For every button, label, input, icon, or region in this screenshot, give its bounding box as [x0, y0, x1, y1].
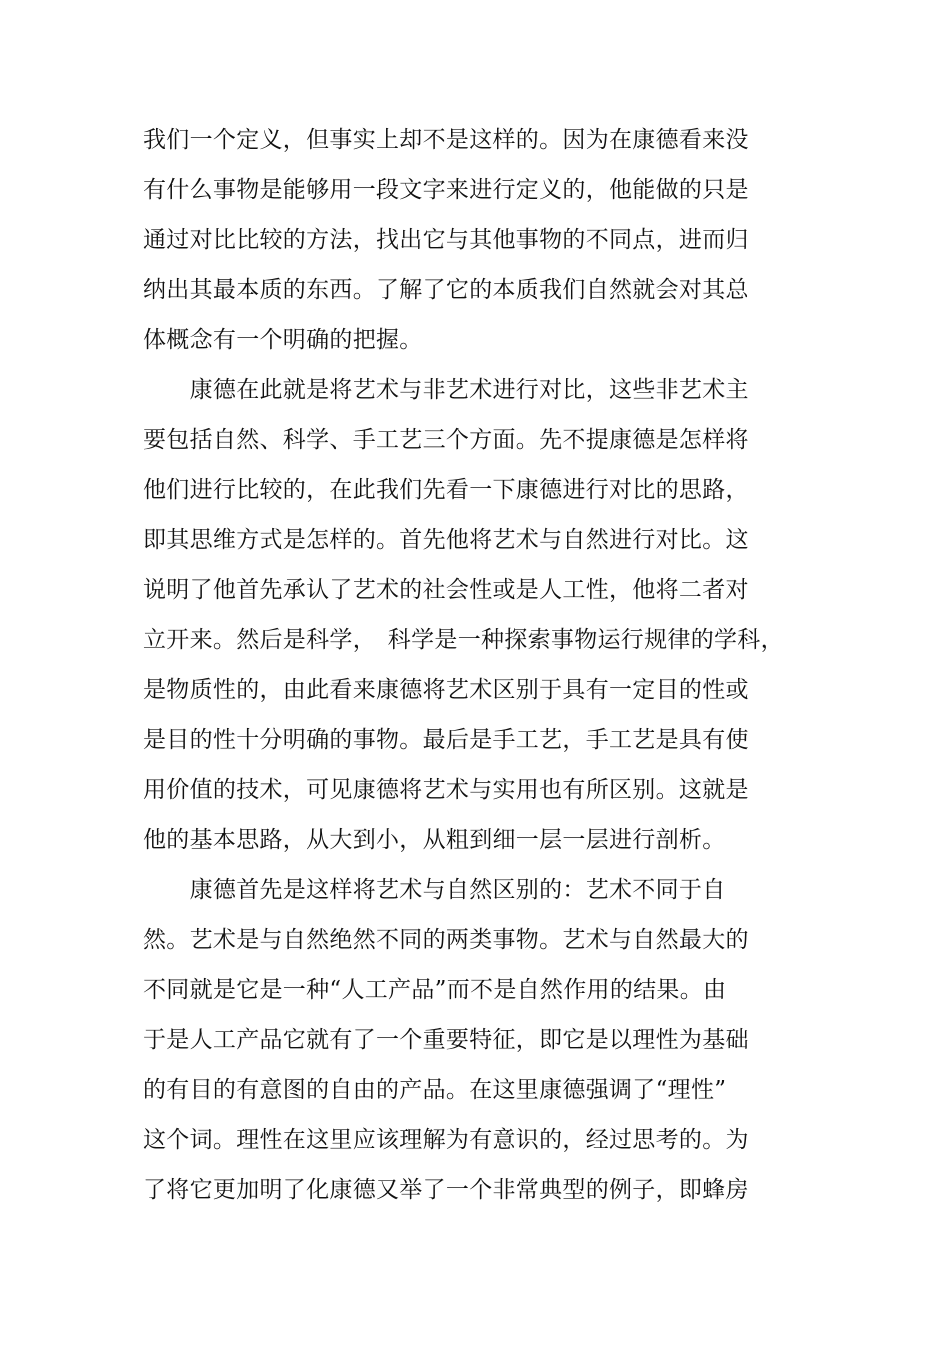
text-line: 不同就是它是一种“人工产品”而不是自然作用的结果。由 [143, 977, 727, 1003]
text-line: 的有目的有意图的自由的产品。在这里康德强调了“理性” [143, 1077, 727, 1103]
text-line: 于是人工产品它就有了一个重要特征，即它是以理性为基础 [143, 1027, 749, 1053]
text-line: 立开来。然后是科学， 科学是一种探索事物运行规律的学科， [143, 627, 784, 653]
text-line: 说明了他首先承认了艺术的社会性或是人工性，他将二者对 [143, 577, 749, 603]
text-line: 是目的性十分明确的事物。最后是手工艺，手工艺是具有使 [143, 727, 749, 753]
text-line: 要包括自然、科学、手工艺三个方面。先不提康德是怎样将 [143, 427, 749, 453]
paragraph-start-line: 康德首先是这样将艺术与自然区别的：艺术不同于自 [143, 877, 726, 903]
text-line: 他的基本思路，从大到小，从粗到细一层一层进行剖析。 [143, 827, 726, 853]
paragraph-start-line: 康德在此就是将艺术与非艺术进行对比，这些非艺术主 [143, 377, 749, 403]
text-line: 是物质性的，由此看来康德将艺术区别于具有一定目的性或 [143, 677, 749, 703]
text-line: 有什么事物是能够用一段文字来进行定义的，他能做的只是 [143, 177, 749, 203]
text-line: 了将它更加明了化康德又举了一个非常典型的例子，即蜂房 [143, 1177, 749, 1203]
text-line: 然。艺术是与自然绝然不同的两类事物。艺术与自然最大的 [143, 927, 749, 953]
text-line: 我们一个定义，但事实上却不是这样的。因为在康德看来没 [143, 127, 749, 153]
text-line: 他们进行比较的，在此我们先看一下康德进行对比的思路， [143, 477, 749, 503]
text-line: 这个词。理性在这里应该理解为有意识的，经过思考的。为 [143, 1127, 749, 1153]
text-line: 即其思维方式是怎样的。首先他将艺术与自然进行对比。这 [143, 527, 749, 553]
text-line: 通过对比比较的方法，找出它与其他事物的不同点，进而归 [143, 227, 749, 253]
text-line: 用价值的技术，可见康德将艺术与实用也有所区别。这就是 [143, 777, 749, 803]
text-line: 体概念有一个明确的把握。 [143, 327, 423, 353]
text-line: 纳出其最本质的东西。了解了它的本质我们自然就会对其总 [143, 277, 749, 303]
